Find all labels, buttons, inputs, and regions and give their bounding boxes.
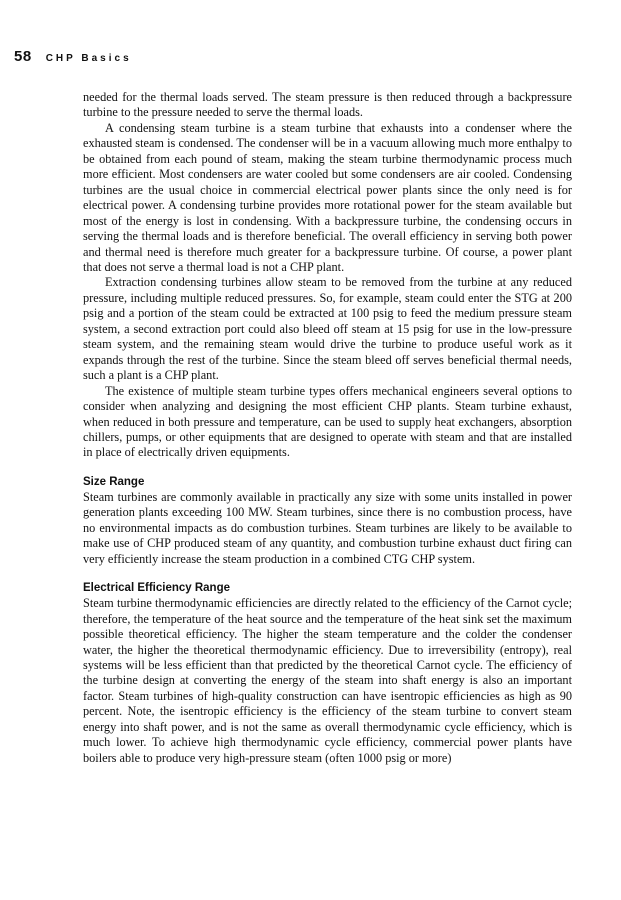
paragraph-continued: needed for the thermal loads served. The steam pressure is then reduced through a backpressure turbine to the pressure needed to serve the thermal loads. <box>83 90 572 120</box>
paragraph-extraction-turbine: Extraction condensing turbines allow steam to be removed from the turbine at any reduced pressure, including multiple reduced pressures. So, for example, steam could enter the STG at 200 psig and a portion of the steam could be extracted at 100 psig to feed the medium pressure steam system, a second extraction port could also bleed off steam at 15 psig for use in the low-pressure steam system, and the remaining steam would drive the turbine to produce useful work as it expands through the rest of the turbine. Since the steam bleed off serves beneficial thermal needs, such a plant is a CHP plant. <box>83 275 572 383</box>
section-heading-electrical-efficiency: Electrical Efficiency Range <box>83 582 231 595</box>
running-title: CHP Basics <box>45 53 132 64</box>
paragraph-condensing-turbine: A condensing steam turbine is a steam turbine that exhausts into a condenser where the exhausted steam is condensed. The condenser will be in a vacuum allowing much more enthalpy to be obtained from each pound of steam, making the steam turbine thermodynamic process much more efficient. Most condensers are water cooled but some condensers are air cooled. Condensing turbines are the usual choice in commercial electrical power plants since the only need is for electrical power. A condensing turbine provides more rotational power for the steam available but most of the energy is lost in condensing. With a backpressure turbine, the condensing occurs in serving the thermal loads and is therefore beneficial. The overall efficiency in serving both power and thermal need is therefore much greater for a backpressure turbine. Of course, a power plant that does not serve a thermal load is not a CHP plant. <box>83 120 572 274</box>
page-number: 58 <box>14 48 32 65</box>
section-heading-size-range: Size Range <box>83 475 145 488</box>
paragraph-electrical-efficiency: Steam turbine thermodynamic efficiencies are directly related to the efficiency of the Carnot cycle; therefore, the temperature of the heat source and the temperature of the heat sink set the maximum possible theoretical efficiency. The higher the steam temperature and the colder the condenser water, the higher the theoretical thermodynamic efficiency. Due to irreversibility (entropy), real systems will be less efficient than that predicted by the theoretical Carnot cycle. The efficiency of the turbine design at converting the energy of the steam into shaft energy is also an important factor. Steam turbines of high-quality construction can have isentropic efficiencies as high as 90 percent. Note, the isentropic efficiency is the efficiency of the steam turbine to convert steam energy into shaft power, and is not the same as overall thermodynamic cycle efficiency, which is much lower. To achieve high thermodynamic cycle efficiency, commercial power plants have boilers able to produce very high-pressure steam (often 1000 psig or more) <box>83 596 572 765</box>
paragraph-turbine-types: The existence of multiple steam turbine types offers mechanical engineers several options to consider when analyzing and designing the most efficient CHP plants. Steam turbine exhaust, when reduced in both pressure and temperature, can be used to supply heat exchangers, absorption chillers, pumps, or other equipments that are designed to operate with steam and that are installed in place of electrically driven equipments. <box>83 383 572 460</box>
running-head <box>14 48 132 65</box>
paragraph-size-range: Steam turbines are commonly available in practically any size with some units installed in power generation plants exceeding 100 MW. Steam turbines, since there is no combustion process, have no environmental impacts as do combustion turbines. Steam turbines are likely to be available to make use of CHP produced steam of any quantity, and combustion turbine exhaust duct firing can very efficiently increase the steam production in a combined CTG CHP system. <box>83 489 572 566</box>
page-body <box>83 90 572 766</box>
